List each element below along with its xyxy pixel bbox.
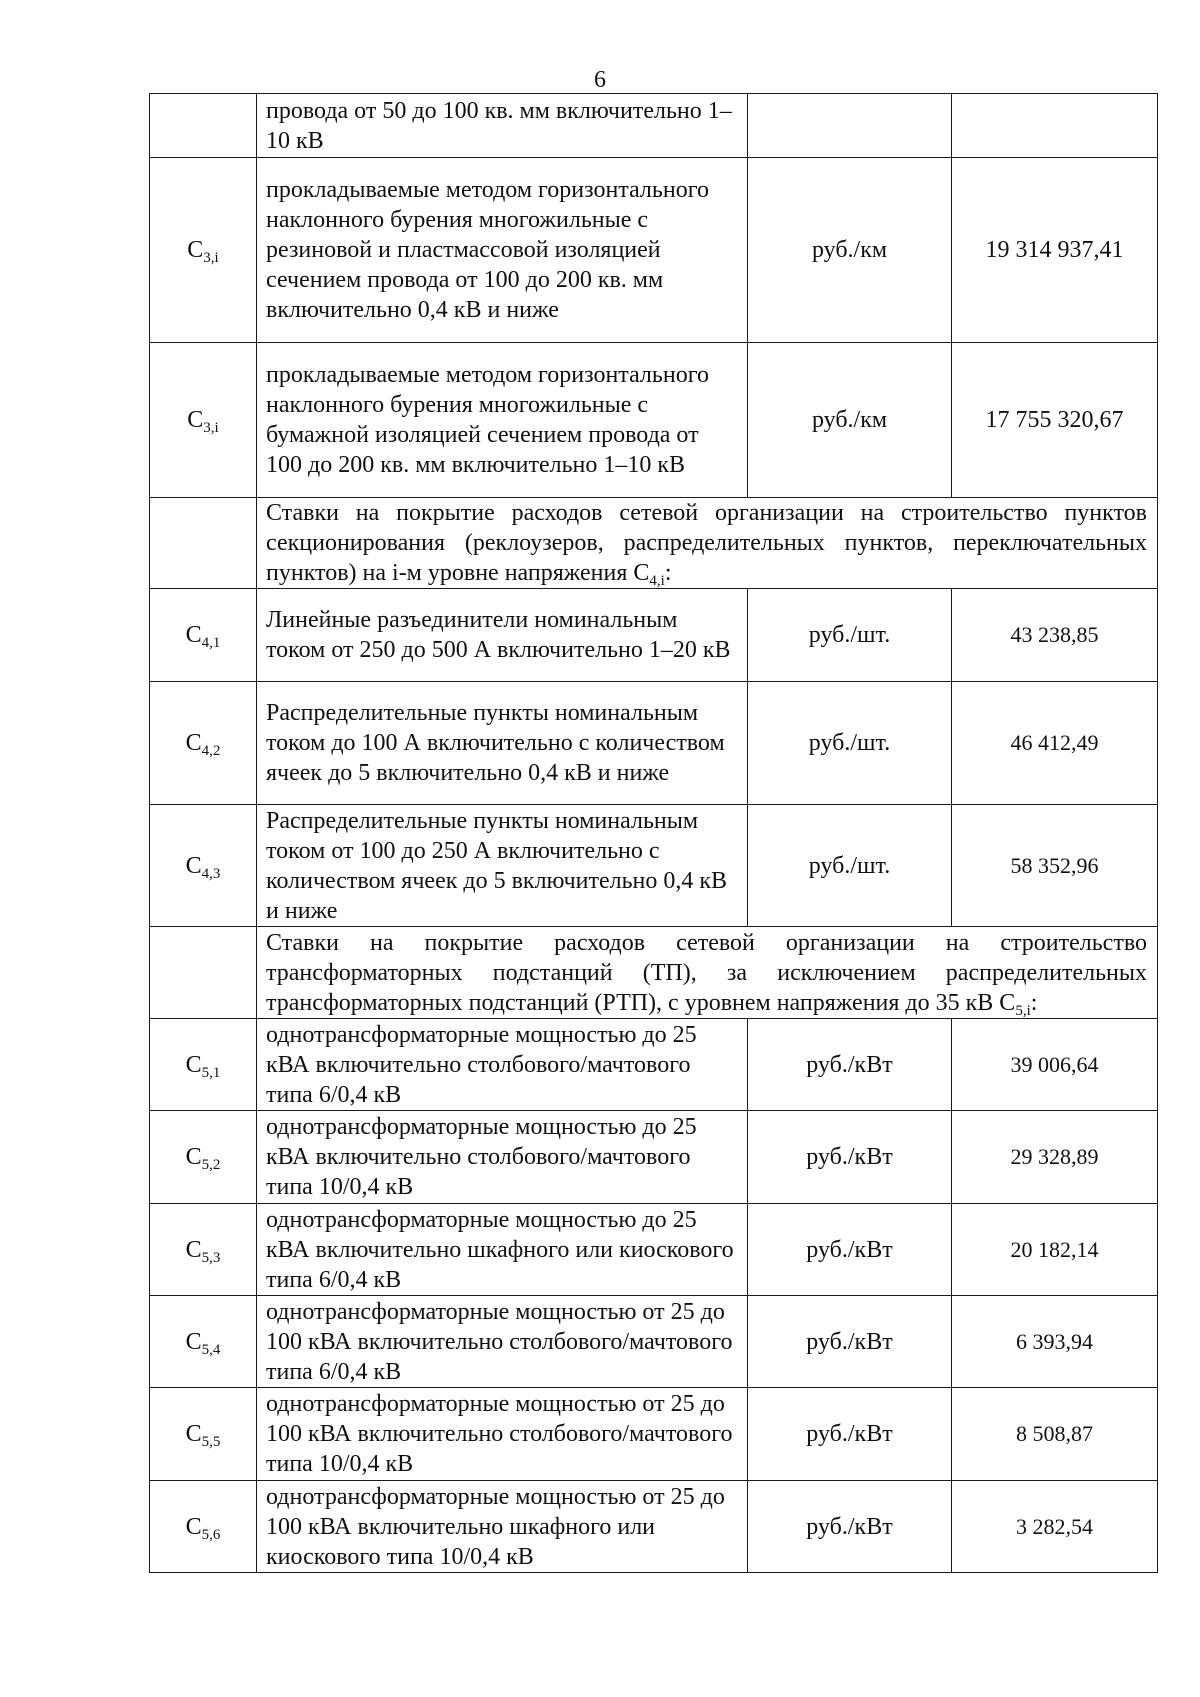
rate-code-cell: $С_{3,i}$ [150,158,257,343]
table-row [150,589,1158,682]
empty-code-cell [150,498,257,589]
rate-unit: руб./кВт [748,1111,952,1204]
rate-description: Распределительные пункты номинальным током от 100 до 250 А включительно с количеством ячеек до 5 включительно 0,4 кВ и ниже [257,805,748,927]
table-row [150,1481,1158,1573]
rate-unit: руб./шт. [748,805,952,927]
rate-unit: руб./кВт [748,1296,952,1388]
rate-value: 6 393,94 [952,1296,1158,1388]
rate-unit [748,94,952,158]
table-row [150,1296,1158,1388]
rate-code-cell: $С_{3,i}$ [150,343,257,498]
section-row [150,927,1158,1019]
rate-value: 58 352,96 [952,805,1158,927]
table-row [150,1019,1158,1111]
table-row [150,94,1158,158]
table-row [150,1111,1158,1204]
rate-value: 43 238,85 [952,589,1158,682]
rate-code-cell: $С_{4,3}$ [150,805,257,927]
rate-description: провода от 50 до 100 кв. мм включительно 1–10 кВ [257,94,748,158]
rate-unit: руб./кВт [748,1481,952,1573]
section-heading: Ставки на покрытие расходов сетевой организации на строительство трансформаторных подстанций (ТП), за исключением распределительных трансформаторных подстанций (РТП), с уровнем напряжения до 35 кВ $С_{5,i}$: [257,927,1158,1019]
table-row [150,805,1158,927]
rate-value [952,94,1158,158]
rate-unit: руб./шт. [748,682,952,805]
rate-description: однотрансформаторные мощностью до 25 кВА включительно столбового/мачтового типа 6/0,4 кВ [257,1019,748,1111]
table-row [150,343,1158,498]
rate-unit: руб./кВт [748,1388,952,1481]
rate-code-cell: $С_{5,2}$ [150,1111,257,1204]
table-row [150,158,1158,343]
rate-code-cell: $С_{4,1}$ [150,589,257,682]
rate-code-cell: $С_{5,6}$ [150,1481,257,1573]
rate-description: прокладываемые методом горизонтального наклонного бурения многожильные с бумажной изоляцией сечением провода от 100 до 200 кв. мм включительно 1–10 кВ [257,343,748,498]
rate-description: однотрансформаторные мощностью от 25 до 100 кВА включительно столбового/мачтового типа 10/0,4 кВ [257,1388,748,1481]
rate-value: 29 328,89 [952,1111,1158,1204]
rate-description: Распределительные пункты номинальным током до 100 А включительно с количеством ячеек до 5 включительно 0,4 кВ и ниже [257,682,748,805]
rate-unit: руб./км [748,343,952,498]
section-row [150,498,1158,589]
section-heading: Ставки на покрытие расходов сетевой организации на строительство пунктов секционирования (реклоузеров, распределительных пунктов, переключательных пунктов) на i-м уровне напряжения $С_{4,i}$: [257,498,1158,589]
rate-description: однотрансформаторные мощностью от 25 до 100 кВА включительно шкафного или киоскового типа 10/0,4 кВ [257,1481,748,1573]
rate-value: 20 182,14 [952,1204,1158,1296]
rate-code-cell: $С_{5,1}$ [150,1019,257,1111]
rate-value: 19 314 937,41 [952,158,1158,343]
rate-description: однотрансформаторные мощностью до 25 кВА включительно столбового/мачтового типа 10/0,4 кВ [257,1111,748,1204]
rate-description: однотрансформаторные мощностью до 25 кВА включительно шкафного или киоскового типа 6/0,4 кВ [257,1204,748,1296]
rate-code-cell: $С_{5,4}$ [150,1296,257,1388]
rate-value: 3 282,54 [952,1481,1158,1573]
rate-unit: руб./кВт [748,1019,952,1111]
rate-code-cell: $С_{5,3}$ [150,1204,257,1296]
rate-unit: руб./кВт [748,1204,952,1296]
rate-description: однотрансформаторные мощностью от 25 до 100 кВА включительно столбового/мачтового типа 6/0,4 кВ [257,1296,748,1388]
table-row [150,1388,1158,1481]
page-number: 6 [594,67,606,93]
rate-value: 39 006,64 [952,1019,1158,1111]
rate-code-cell: $С_{4,2}$ [150,682,257,805]
rate-description: Линейные разъединители номинальным током от 250 до 500 А включительно 1–20 кВ [257,589,748,682]
table-row [150,1204,1158,1296]
rate-code-cell [150,94,257,158]
rate-value: 8 508,87 [952,1388,1158,1481]
rate-value: 46 412,49 [952,682,1158,805]
rate-value: 17 755 320,67 [952,343,1158,498]
rate-description: прокладываемые методом горизонтального наклонного бурения многожильные с резиновой и пластмассовой изоляцией сечением провода от 100 до 200 кв. мм включительно 0,4 кВ и ниже [257,158,748,343]
empty-code-cell [150,927,257,1019]
rate-unit: руб./км [748,158,952,343]
rates-table [149,93,1158,1573]
rate-code-cell: $С_{5,5}$ [150,1388,257,1481]
rate-unit: руб./шт. [748,589,952,682]
table-row [150,682,1158,805]
